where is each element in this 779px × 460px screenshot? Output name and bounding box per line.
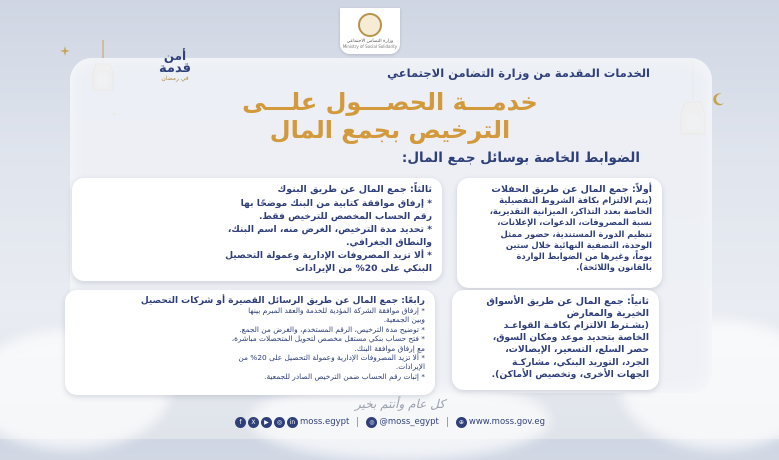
card-line: الإيرادات. <box>395 362 425 372</box>
footer-divider <box>357 417 358 427</box>
ministry-name-ar: وزارة التضامن الاجتماعي <box>346 39 394 44</box>
card-banks <box>72 178 442 281</box>
instagram-icon[interactable]: ◎ <box>366 417 377 428</box>
card-line: * توضيح مدة الترخيص، الرقم المستخدم، والغرض من الجمع. <box>239 324 425 334</box>
footer-divider <box>447 417 448 427</box>
ministry-logo <box>340 8 400 54</box>
x-icon[interactable]: X <box>248 417 259 428</box>
handle-moss-egypt[interactable]: moss.egypt <box>299 417 350 427</box>
card-line: * ألا تزيد المصروفات الإدارية وعمولة التحصيل على 20% من <box>238 353 425 363</box>
card-line: * ألا تزيد المصروفات الإدارية وعمولة التحصيل <box>225 250 432 261</box>
card-line: الخاصة بعدد التذاكر، الميزانية التقديرية، <box>489 206 652 217</box>
services-header: الخدمات المقدمة من وزارة التضامن الاجتماعي <box>387 66 650 80</box>
card-line: مع إرفاق موافقة البنك. <box>354 343 425 353</box>
card-banks-title: ثالثاً: جمع المال عن طريق البنوك <box>277 184 432 195</box>
social-group-1 <box>235 417 349 428</box>
campaign-logo-line1: أمن <box>163 49 187 63</box>
card-line: رقم الحساب المخصص للترخيص فقط. <box>258 211 432 222</box>
card-sms-body <box>75 306 425 381</box>
card-line: * إرفاق موافقة الشركة المؤدية للخدمة والعقد المبرم بينها <box>248 306 425 315</box>
instagram-icon[interactable]: ◎ <box>274 417 285 428</box>
facebook-icon[interactable]: f <box>235 417 246 428</box>
globe-icon[interactable]: ⊕ <box>456 417 467 428</box>
card-line: والنطاق الجغرافي. <box>346 237 432 248</box>
star-icon <box>60 46 70 56</box>
card-line: الجرد، التوريد البنكي، مشاركـة <box>512 356 649 368</box>
card-line: * إرفاق موافقة كتابية من البنك موضحًا بها <box>240 198 432 209</box>
card-line: الوحدة، التصفية النهائية خلال ستين <box>505 239 652 250</box>
card-sms-title: رابعًا: جمع المال عن طريق الرسائل القصيرة أو شركات التحصيل <box>140 296 425 306</box>
section-subtitle: الضوابط الخاصة بوسائل جمع المال: <box>401 150 640 166</box>
eagle-seal-icon <box>358 13 382 37</box>
card-line: وبين الجمعية. <box>383 315 425 325</box>
card-line: * فتح حساب بنكي مستقل مخصص لتحويل المتحصلات مباشرة، <box>231 334 425 344</box>
campaign-logo-line2: قدمة <box>159 61 191 76</box>
social-group-2 <box>366 417 438 428</box>
ministry-name-en: Ministry of Social Solidarity <box>342 44 398 49</box>
card-parties-title: أولاً: جمع المال عن طريق الحفلات <box>491 184 652 195</box>
card-parties <box>457 178 662 288</box>
card-markets <box>452 290 659 390</box>
linkedin-icon[interactable]: in <box>287 417 298 428</box>
card-line: تنظيم الدورة المستندية، حضور ممثل <box>500 228 652 239</box>
page-title-line2: الترخيص بجمع المال <box>269 116 511 144</box>
website-link[interactable]: www.moss.gov.eg <box>468 417 546 427</box>
card-parties-body <box>467 195 652 273</box>
card-line: نسبة المصروفات، الدعوات، الإعلانات، <box>497 217 652 228</box>
handle-at-moss-egypt[interactable]: @moss_egypt <box>379 417 439 427</box>
card-line: البنكي على 20% من الإيرادات <box>295 263 432 274</box>
card-sms <box>65 290 435 395</box>
card-line: حصر السلع، التسعير، الإيصالات، <box>505 344 649 356</box>
card-banks-body <box>82 197 432 275</box>
card-line: * تحديد مدة الترخيص، الغرض منه، اسم البنك، <box>227 224 432 235</box>
card-line: يوماً، وغيرها من الضوابط الواردة <box>516 251 652 262</box>
crescent-icon <box>712 92 726 106</box>
card-markets-title: ثانياً: جمع المال عن طريق الأسواق الخيرية والمعارض <box>486 296 649 319</box>
campaign-logo-line3: في رمضان <box>161 75 189 82</box>
card-line: (يتم الالتزام بكافة الشروط التفصيلية <box>499 195 652 205</box>
social-footer <box>190 414 590 430</box>
card-line: (يشـترط الالتزام بكافـة القواعـد <box>503 320 649 331</box>
card-markets-body <box>462 320 649 381</box>
website-group <box>456 417 545 428</box>
card-line: * إثبات رقم الحساب ضمن الترخيص الصادر للجمعية. <box>264 371 425 381</box>
youtube-icon[interactable]: ▶ <box>261 417 272 428</box>
greeting-slogan: كل عام وأنتم بخير <box>355 397 445 411</box>
card-line: الجهات الأخرى، وتخصيص الأماكن). <box>491 368 649 380</box>
page-title-line1: خدمـــة الحصـــول علـــى <box>242 88 538 116</box>
campaign-logo <box>150 50 200 88</box>
card-line: الخاصة بتحديد موعد ومكان السوق، <box>492 332 649 344</box>
card-line: بالقانون واللائحة). <box>576 262 652 273</box>
